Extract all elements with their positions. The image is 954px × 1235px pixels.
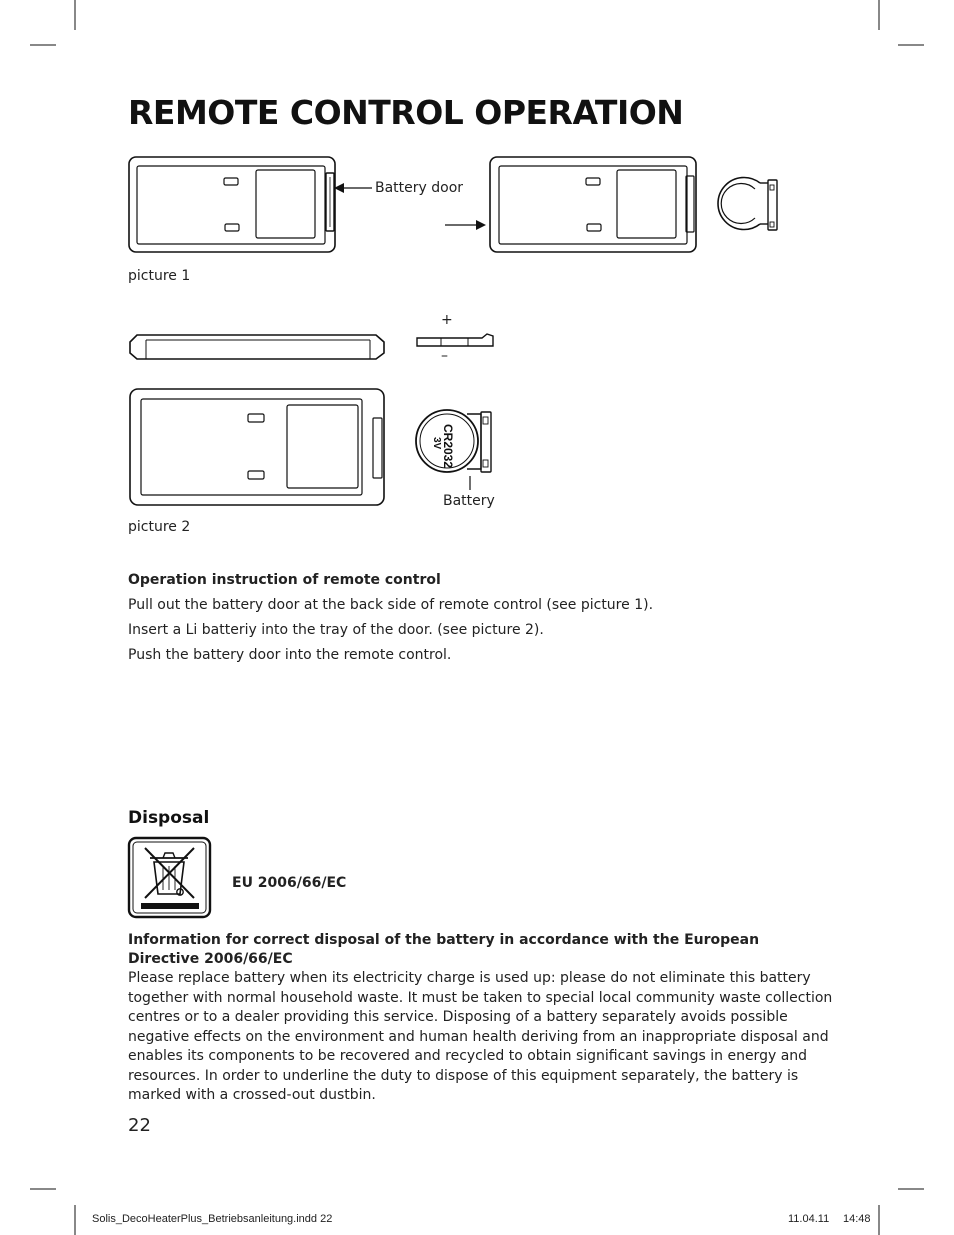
picture-1-caption: picture 1 [128,268,191,284]
plus-sign: + [441,312,453,328]
footer-filename: Solis_DecoHeaterPlus_Betriebsanleitung.indd 22 [92,1213,333,1225]
disposal-heading: Disposal [128,808,210,828]
battery-door-label: Battery door [375,180,464,196]
operation-step: Pull out the battery door at the back side of remote control (see picture 1). [128,597,654,613]
operation-step: Push the battery door into the remote control. [128,647,452,663]
footer-time: 14:48 [843,1213,871,1225]
minus-sign: – [441,348,448,364]
directive-label: EU 2006/66/EC [232,875,347,891]
footer-date: 11.04.11 [788,1213,830,1225]
picture-2-caption: picture 2 [128,519,191,535]
disposal-info-heading: Information for correct disposal of the battery in accordance with the European Directive 2006/66/EC [128,932,760,967]
disposal-info-text: Please replace battery when its electricity charge is used up: please do not eliminate this battery together with normal household waste. It must be taken to special local community waste collection centres or to a dealer providing this service. Disposing of a battery separately avoids possible negative effects on the environment and human health deriving from an inappropriate disposal and enables its components to be recovered and recycled to obtain significant savings in energy and resources. In order to underline the duty to dispose of this equipment separately, the battery is marked with a crossed-out dustbin. [128,970,833,1103]
battery-label: Battery [443,493,495,509]
battery-marking-voltage: 3V [431,437,442,450]
page-title: REMOTE CONTROL OPERATION [128,93,684,132]
operation-step: Insert a Li batteriy into the tray of the door. (see picture 2). [128,622,544,638]
operation-heading: Operation instruction of remote control [128,572,441,588]
page-number: 22 [128,1115,151,1136]
battery-marking-model: CR2032 [441,424,455,469]
